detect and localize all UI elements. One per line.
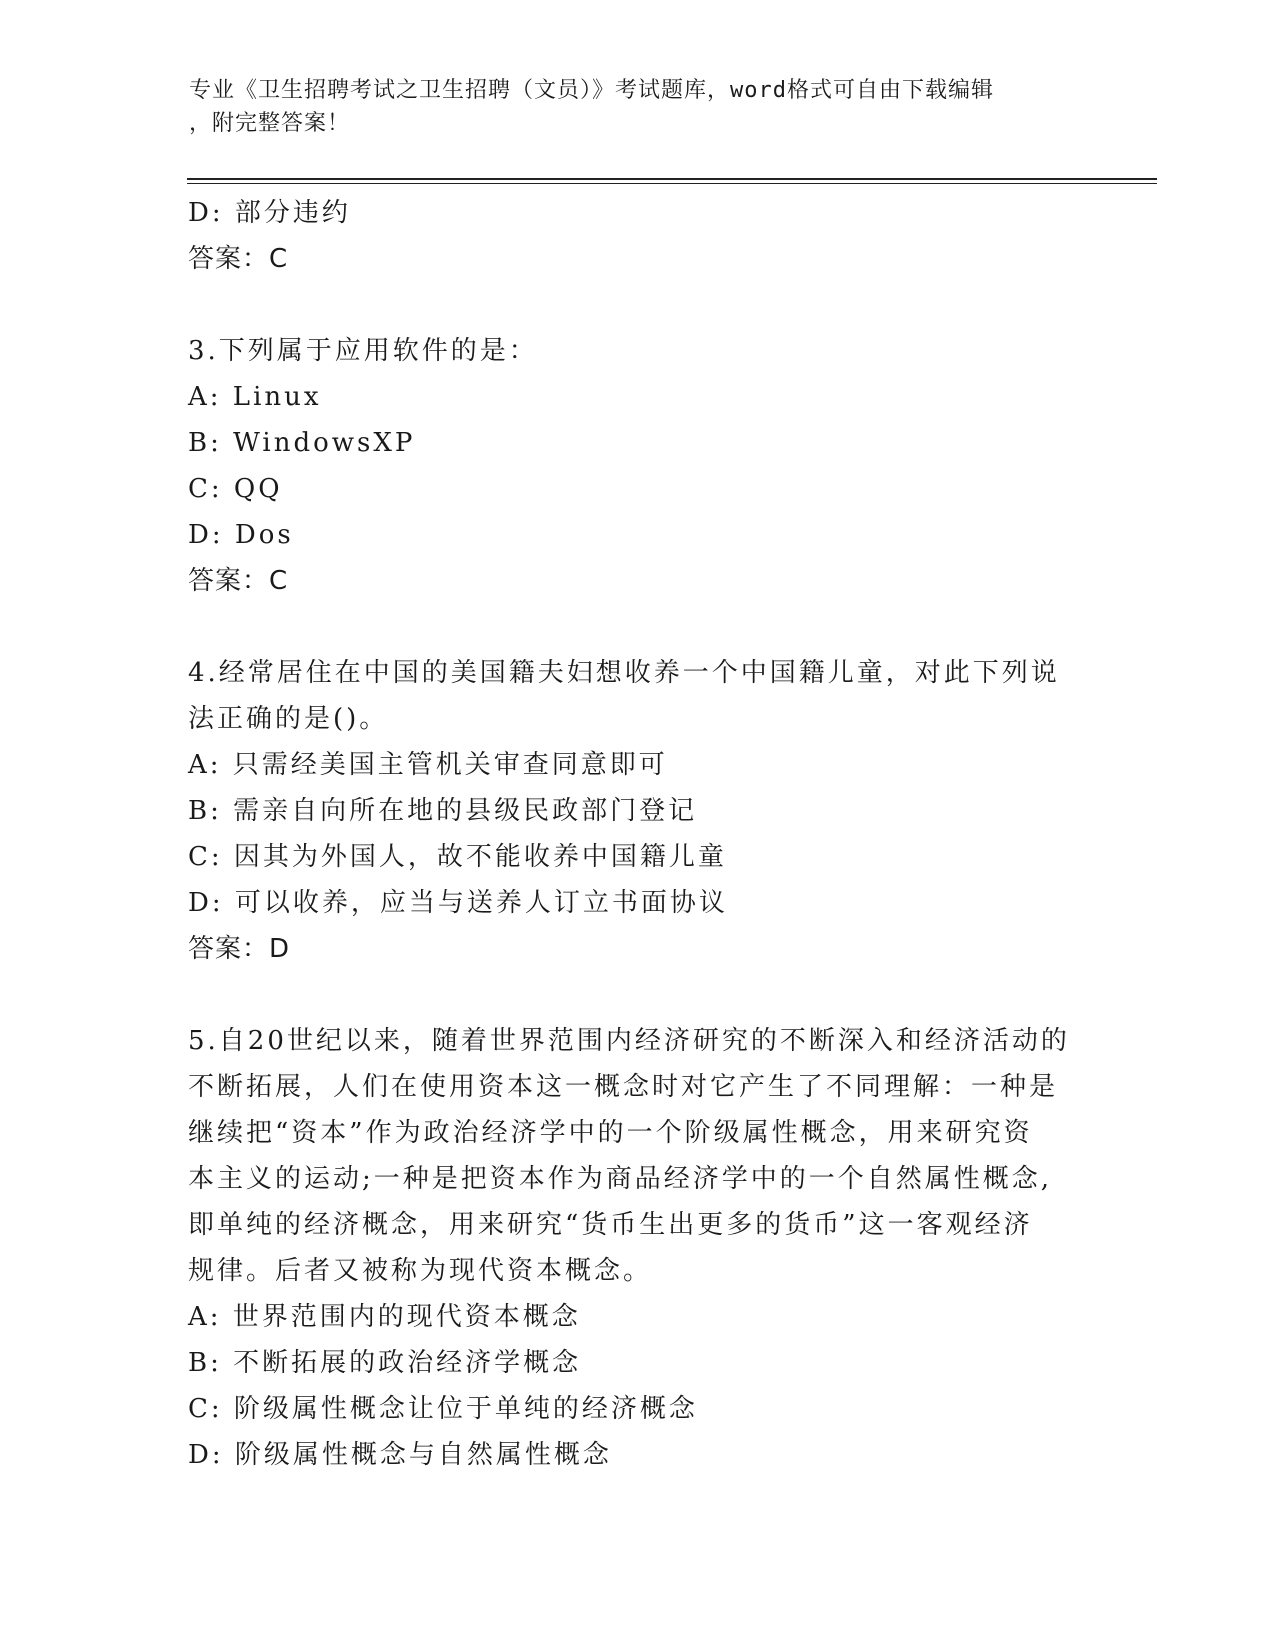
header-line-2: ，附完整答案！ [189, 111, 351, 136]
q5-stem-line-1: 5.自20世纪以来，随着世界范围内经济研究的不断深入和经济活动的 [188, 1026, 1070, 1056]
q5-stem-line-4: 本主义的运动;一种是把资本作为商品经济学中的一个自然属性概念, [188, 1164, 1053, 1194]
q4-answer: 答案：D [188, 934, 291, 964]
q4-option-d: D: 可以收养，应当与送养人订立书面协议 [188, 888, 728, 918]
q3-option-b: B: WindowsXP [188, 428, 416, 458]
q3-answer: 答案：C [188, 566, 289, 596]
q5-stem-line-2: 不断拓展，人们在使用资本这一概念时对它产生了不同理解：一种是 [188, 1072, 1059, 1102]
question-list [188, 190, 1088, 1478]
q5-option-d: D: 阶级属性概念与自然属性概念 [188, 1440, 612, 1470]
q5-option-c: C: 阶级属性概念让位于单纯的经济概念 [188, 1394, 698, 1424]
q5-stem-line-5: 即单纯的经济概念，用来研究“货币生出更多的货币”这一客观经济 [188, 1210, 1033, 1240]
q3-option-a: A: Linux [188, 382, 322, 412]
q5-stem-line-3: 继续把“资本”作为政治经济学中的一个阶级属性概念，用来研究资 [188, 1118, 1033, 1148]
q4-stem-line-2: 法正确的是()。 [188, 704, 389, 734]
q4-option-c: C: 因其为外国人，故不能收养中国籍儿童 [188, 842, 727, 872]
q5-option-a: A: 世界范围内的现代资本概念 [188, 1302, 581, 1332]
header-rule-thick [187, 178, 1157, 180]
document-header [189, 74, 1079, 140]
q3-option-c: C: QQ [188, 474, 283, 504]
spacer [188, 972, 1088, 1018]
header-rule-thin [187, 183, 1157, 184]
q3-option-d: D: Dos [188, 520, 294, 550]
q5-option-b: B: 不断拓展的政治经济学概念 [188, 1348, 582, 1378]
q5-stem-line-6: 规律。后者又被称为现代资本概念。 [188, 1256, 653, 1286]
q3-stem: 3.下列属于应用软件的是： [188, 336, 538, 366]
spacer [188, 604, 1088, 650]
spacer [188, 282, 1088, 328]
q2-option-d: D: 部分违约 [188, 198, 351, 228]
q2-answer: 答案：C [188, 244, 289, 274]
q4-option-a: A: 只需经美国主管机关审查同意即可 [188, 750, 668, 780]
q4-option-b: B: 需亲自向所在地的县级民政部门登记 [188, 796, 698, 826]
header-line-1: 专业《卫生招聘考试之卫生招聘（文员）》考试题库，word格式可自由下载编辑 [189, 78, 994, 103]
q4-stem-line-1: 4.经常居住在中国的美国籍夫妇想收养一个中国籍儿童，对此下列说 [188, 658, 1060, 688]
